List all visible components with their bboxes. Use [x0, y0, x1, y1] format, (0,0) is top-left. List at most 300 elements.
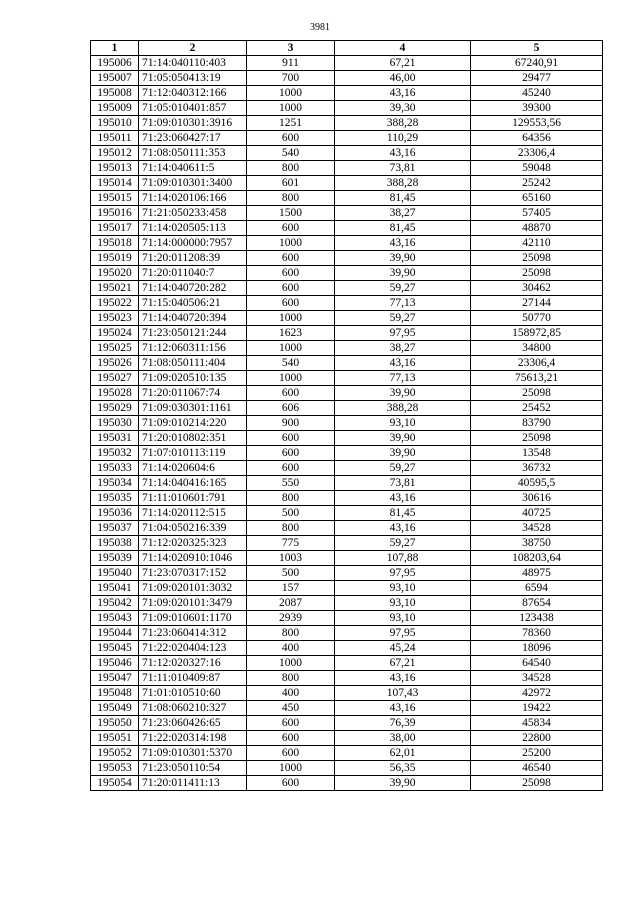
table-cell-col-4: 93,10 [335, 611, 471, 626]
table-cell-col-4: 73,81 [335, 161, 471, 176]
table-cell-col-5: 38750 [471, 536, 603, 551]
table-cell-col-5: 29477 [471, 71, 603, 86]
table-cell-col-5: 65160 [471, 191, 603, 206]
table-cell-col-4: 39,90 [335, 776, 471, 791]
table-cell-col-2: 71:14:040720:282 [139, 281, 247, 296]
table-cell-col-1: 195040 [91, 566, 139, 581]
table-cell-col-1: 195051 [91, 731, 139, 746]
table-cell-col-4: 97,95 [335, 626, 471, 641]
table-cell-col-5: 22800 [471, 731, 603, 746]
table-cell-col-4: 43,16 [335, 356, 471, 371]
table-cell-col-1: 195052 [91, 746, 139, 761]
table-cell-col-4: 388,28 [335, 401, 471, 416]
table-row [91, 686, 603, 701]
table-cell-col-4: 39,90 [335, 431, 471, 446]
table-cell-col-4: 81,45 [335, 221, 471, 236]
table-cell-col-5: 64356 [471, 131, 603, 146]
table-cell-col-1: 195016 [91, 206, 139, 221]
table-cell-col-3: 1000 [247, 86, 335, 101]
table-row [91, 551, 603, 566]
table-cell-col-3: 600 [247, 776, 335, 791]
table-cell-col-3: 1500 [247, 206, 335, 221]
table-cell-col-1: 195043 [91, 611, 139, 626]
table-row [91, 461, 603, 476]
table-cell-col-5: 108203,64 [471, 551, 603, 566]
table-cell-col-1: 195031 [91, 431, 139, 446]
table-cell-col-1: 195032 [91, 446, 139, 461]
table-cell-col-4: 73,81 [335, 476, 471, 491]
table-cell-col-3: 600 [247, 281, 335, 296]
table-cell-col-3: 540 [247, 146, 335, 161]
page-number: 3981 [310, 22, 330, 33]
table-cell-col-4: 43,16 [335, 491, 471, 506]
table-cell-col-3: 800 [247, 521, 335, 536]
table-cell-col-3: 775 [247, 536, 335, 551]
table-cell-col-5: 25242 [471, 176, 603, 191]
table-row [91, 491, 603, 506]
column-header-4: 4 [335, 41, 471, 56]
table-cell-col-2: 71:14:040416:165 [139, 476, 247, 491]
table-cell-col-5: 48870 [471, 221, 603, 236]
table-cell-col-1: 195013 [91, 161, 139, 176]
table-cell-col-3: 500 [247, 566, 335, 581]
table-cell-col-2: 71:23:070317:152 [139, 566, 247, 581]
table-cell-col-4: 97,95 [335, 326, 471, 341]
table-cell-col-4: 45,24 [335, 641, 471, 656]
table-row [91, 266, 603, 281]
table-cell-col-2: 71:14:040110:403 [139, 56, 247, 71]
table-cell-col-3: 400 [247, 686, 335, 701]
table-cell-col-3: 600 [247, 461, 335, 476]
table-cell-col-3: 600 [247, 716, 335, 731]
table-row [91, 356, 603, 371]
table-cell-col-2: 71:20:011411:13 [139, 776, 247, 791]
table-cell-col-1: 195048 [91, 686, 139, 701]
table-cell-col-4: 388,28 [335, 116, 471, 131]
table-row [91, 236, 603, 251]
table-cell-col-4: 62,01 [335, 746, 471, 761]
table-row [91, 671, 603, 686]
table-cell-col-4: 38,27 [335, 206, 471, 221]
table-cell-col-2: 71:14:020910:1046 [139, 551, 247, 566]
table-row [91, 101, 603, 116]
table-cell-col-3: 2939 [247, 611, 335, 626]
table-cell-col-2: 71:14:020505:113 [139, 221, 247, 236]
table-cell-col-3: 600 [247, 446, 335, 461]
table-cell-col-1: 195010 [91, 116, 139, 131]
table-cell-col-4: 76,39 [335, 716, 471, 731]
table-cell-col-2: 71:20:011040:7 [139, 266, 247, 281]
column-header-3: 3 [247, 41, 335, 56]
table-row [91, 581, 603, 596]
table-cell-col-1: 195025 [91, 341, 139, 356]
table-body [91, 56, 603, 791]
table-cell-col-3: 600 [247, 131, 335, 146]
table-cell-col-1: 195037 [91, 521, 139, 536]
table-cell-col-5: 87654 [471, 596, 603, 611]
table-cell-col-3: 1000 [247, 101, 335, 116]
table-cell-col-3: 800 [247, 671, 335, 686]
table-cell-col-5: 48975 [471, 566, 603, 581]
table-row [91, 656, 603, 671]
table-cell-col-1: 195033 [91, 461, 139, 476]
table-cell-col-1: 195026 [91, 356, 139, 371]
table-cell-col-2: 71:07:010113:119 [139, 446, 247, 461]
table-cell-col-3: 1000 [247, 341, 335, 356]
table-row [91, 416, 603, 431]
table-cell-col-2: 71:22:020314:198 [139, 731, 247, 746]
table-cell-col-4: 81,45 [335, 191, 471, 206]
table-cell-col-5: 45834 [471, 716, 603, 731]
data-table [90, 40, 603, 791]
table-row [91, 161, 603, 176]
table-cell-col-3: 900 [247, 416, 335, 431]
table-cell-col-5: 34528 [471, 671, 603, 686]
table-cell-col-3: 540 [247, 356, 335, 371]
table-row [91, 206, 603, 221]
table-cell-col-4: 388,28 [335, 176, 471, 191]
table-cell-col-5: 25098 [471, 386, 603, 401]
table-cell-col-5: 40725 [471, 506, 603, 521]
table-cell-col-2: 71:12:040312:166 [139, 86, 247, 101]
table-cell-col-2: 71:23:050121:244 [139, 326, 247, 341]
table-cell-col-5: 25098 [471, 431, 603, 446]
table-cell-col-1: 195050 [91, 716, 139, 731]
table-row [91, 746, 603, 761]
table-cell-col-1: 195054 [91, 776, 139, 791]
table-cell-col-4: 67,21 [335, 656, 471, 671]
table-cell-col-5: 59048 [471, 161, 603, 176]
table-cell-col-4: 77,13 [335, 371, 471, 386]
table-cell-col-4: 107,43 [335, 686, 471, 701]
table-cell-col-5: 30462 [471, 281, 603, 296]
table-cell-col-2: 71:14:020112:515 [139, 506, 247, 521]
table-row [91, 56, 603, 71]
table-cell-col-4: 107,88 [335, 551, 471, 566]
table-cell-col-3: 600 [247, 431, 335, 446]
table-row [91, 476, 603, 491]
table-cell-col-3: 500 [247, 506, 335, 521]
table-cell-col-4: 39,90 [335, 386, 471, 401]
table-cell-col-3: 800 [247, 161, 335, 176]
table-cell-col-4: 38,27 [335, 341, 471, 356]
table-row [91, 386, 603, 401]
table-cell-col-1: 195006 [91, 56, 139, 71]
table-cell-col-2: 71:20:011067:74 [139, 386, 247, 401]
table-row [91, 71, 603, 86]
table-cell-col-3: 800 [247, 191, 335, 206]
table-cell-col-2: 71:23:060427:17 [139, 131, 247, 146]
table-row [91, 701, 603, 716]
table-cell-col-5: 34528 [471, 521, 603, 536]
table-row [91, 191, 603, 206]
table-cell-col-5: 46540 [471, 761, 603, 776]
table-cell-col-4: 39,90 [335, 446, 471, 461]
table-cell-col-3: 2087 [247, 596, 335, 611]
table-cell-col-2: 71:11:010409:87 [139, 671, 247, 686]
table-row [91, 731, 603, 746]
table-row [91, 431, 603, 446]
table-cell-col-5: 25452 [471, 401, 603, 416]
table-cell-col-5: 23306,4 [471, 146, 603, 161]
table-cell-col-5: 34800 [471, 341, 603, 356]
table-cell-col-2: 71:23:060414:312 [139, 626, 247, 641]
table-cell-col-2: 71:09:010301:3916 [139, 116, 247, 131]
table-cell-col-4: 77,13 [335, 296, 471, 311]
table-row [91, 176, 603, 191]
table-cell-col-5: 78360 [471, 626, 603, 641]
table-row [91, 401, 603, 416]
table-cell-col-3: 550 [247, 476, 335, 491]
table-cell-col-3: 1000 [247, 761, 335, 776]
table-cell-col-4: 93,10 [335, 596, 471, 611]
table-cell-col-2: 71:20:010802:351 [139, 431, 247, 446]
table-cell-col-3: 600 [247, 386, 335, 401]
table-cell-col-2: 71:09:020510:135 [139, 371, 247, 386]
table-cell-col-2: 71:14:020106:166 [139, 191, 247, 206]
table-cell-col-2: 71:14:000000:7957 [139, 236, 247, 251]
table-cell-col-5: 42110 [471, 236, 603, 251]
table-cell-col-1: 195019 [91, 251, 139, 266]
table-cell-col-5: 75613,21 [471, 371, 603, 386]
table-cell-col-4: 93,10 [335, 416, 471, 431]
table-cell-col-4: 39,30 [335, 101, 471, 116]
table-cell-col-2: 71:22:020404:123 [139, 641, 247, 656]
table-cell-col-2: 71:09:010301:3400 [139, 176, 247, 191]
table-cell-col-1: 195039 [91, 551, 139, 566]
table-cell-col-4: 56,35 [335, 761, 471, 776]
table-cell-col-2: 71:14:040611:5 [139, 161, 247, 176]
table-cell-col-2: 71:21:050233:458 [139, 206, 247, 221]
table-cell-col-5: 45240 [471, 86, 603, 101]
table-cell-col-2: 71:12:020327:16 [139, 656, 247, 671]
table-cell-col-4: 93,10 [335, 581, 471, 596]
table-cell-col-3: 157 [247, 581, 335, 596]
table-cell-col-3: 1000 [247, 236, 335, 251]
table-cell-col-1: 195017 [91, 221, 139, 236]
table-row [91, 626, 603, 641]
table-cell-col-4: 59,27 [335, 281, 471, 296]
table-cell-col-1: 195022 [91, 296, 139, 311]
table-cell-col-1: 195030 [91, 416, 139, 431]
table-cell-col-5: 158972,85 [471, 326, 603, 341]
table-cell-col-5: 25098 [471, 776, 603, 791]
table-cell-col-2: 71:08:060210:327 [139, 701, 247, 716]
table-cell-col-5: 83790 [471, 416, 603, 431]
table-cell-col-3: 600 [247, 266, 335, 281]
table-cell-col-3: 601 [247, 176, 335, 191]
table-cell-col-1: 195027 [91, 371, 139, 386]
table-cell-col-2: 71:08:050111:353 [139, 146, 247, 161]
table-cell-col-3: 1000 [247, 656, 335, 671]
table-row [91, 596, 603, 611]
table-row [91, 251, 603, 266]
table-cell-col-4: 39,90 [335, 266, 471, 281]
table-row [91, 296, 603, 311]
table-cell-col-2: 71:09:010301:5370 [139, 746, 247, 761]
table-cell-col-5: 6594 [471, 581, 603, 596]
table-cell-col-3: 1623 [247, 326, 335, 341]
table-cell-col-5: 57405 [471, 206, 603, 221]
table-cell-col-3: 600 [247, 746, 335, 761]
table-cell-col-1: 195008 [91, 86, 139, 101]
table-cell-col-2: 71:05:050413:19 [139, 71, 247, 86]
table-row [91, 221, 603, 236]
table-cell-col-1: 195009 [91, 101, 139, 116]
table-row [91, 446, 603, 461]
table-cell-col-2: 71:09:010214:220 [139, 416, 247, 431]
table-cell-col-3: 600 [247, 296, 335, 311]
table-cell-col-4: 43,16 [335, 236, 471, 251]
table-cell-col-4: 43,16 [335, 701, 471, 716]
table-cell-col-2: 71:11:010601:791 [139, 491, 247, 506]
table-cell-col-4: 59,27 [335, 461, 471, 476]
table-cell-col-5: 27144 [471, 296, 603, 311]
table-cell-col-2: 71:14:020604:6 [139, 461, 247, 476]
table-cell-col-2: 71:12:060311:156 [139, 341, 247, 356]
table-cell-col-1: 195029 [91, 401, 139, 416]
table-cell-col-5: 25098 [471, 266, 603, 281]
table-cell-col-4: 39,90 [335, 251, 471, 266]
table-cell-col-2: 71:05:010401:857 [139, 101, 247, 116]
table-cell-col-1: 195042 [91, 596, 139, 611]
column-header-5: 5 [471, 41, 603, 56]
table-cell-col-5: 40595,5 [471, 476, 603, 491]
table-cell-col-1: 195015 [91, 191, 139, 206]
table-cell-col-5: 50770 [471, 311, 603, 326]
table-row [91, 566, 603, 581]
table-cell-col-2: 71:15:040506:21 [139, 296, 247, 311]
table-row [91, 536, 603, 551]
table-cell-col-1: 195007 [91, 71, 139, 86]
table-cell-col-1: 195024 [91, 326, 139, 341]
table-cell-col-2: 71:04:050216:339 [139, 521, 247, 536]
table-cell-col-4: 43,16 [335, 146, 471, 161]
table-cell-col-3: 1000 [247, 371, 335, 386]
table-cell-col-1: 195044 [91, 626, 139, 641]
table-cell-col-4: 67,21 [335, 56, 471, 71]
table-cell-col-3: 911 [247, 56, 335, 71]
table-cell-col-5: 19422 [471, 701, 603, 716]
table-cell-col-4: 43,16 [335, 521, 471, 536]
table-cell-col-5: 25200 [471, 746, 603, 761]
table-cell-col-4: 43,16 [335, 86, 471, 101]
table-cell-col-2: 71:08:050111:404 [139, 356, 247, 371]
table-cell-col-1: 195053 [91, 761, 139, 776]
table-cell-col-2: 71:09:010601:1170 [139, 611, 247, 626]
table-row [91, 776, 603, 791]
table-row [91, 611, 603, 626]
table-cell-col-3: 400 [247, 641, 335, 656]
table-cell-col-2: 71:14:040720:394 [139, 311, 247, 326]
table-cell-col-2: 71:20:011208:39 [139, 251, 247, 266]
table-cell-col-4: 110,29 [335, 131, 471, 146]
table-row [91, 146, 603, 161]
table-row [91, 761, 603, 776]
table-cell-col-1: 195034 [91, 476, 139, 491]
table-row [91, 281, 603, 296]
table-row [91, 521, 603, 536]
table-cell-col-1: 195046 [91, 656, 139, 671]
table-cell-col-5: 36732 [471, 461, 603, 476]
table-cell-col-1: 195028 [91, 386, 139, 401]
table-cell-col-1: 195036 [91, 506, 139, 521]
column-header-1: 1 [91, 41, 139, 56]
table-cell-col-1: 195011 [91, 131, 139, 146]
table-cell-col-5: 13548 [471, 446, 603, 461]
table-cell-col-3: 700 [247, 71, 335, 86]
table-cell-col-1: 195012 [91, 146, 139, 161]
table-cell-col-4: 97,95 [335, 566, 471, 581]
table-cell-col-5: 23306,4 [471, 356, 603, 371]
table-row [91, 86, 603, 101]
table-cell-col-3: 800 [247, 491, 335, 506]
table-cell-col-4: 43,16 [335, 671, 471, 686]
column-header-2: 2 [139, 41, 247, 56]
table-row [91, 326, 603, 341]
table-cell-col-5: 123438 [471, 611, 603, 626]
table-cell-col-3: 1003 [247, 551, 335, 566]
table-cell-col-5: 39300 [471, 101, 603, 116]
table-cell-col-2: 71:01:010510:60 [139, 686, 247, 701]
table-row [91, 131, 603, 146]
table-cell-col-1: 195041 [91, 581, 139, 596]
table-cell-col-3: 1000 [247, 311, 335, 326]
table-row [91, 371, 603, 386]
table-cell-col-2: 71:23:060426:65 [139, 716, 247, 731]
table-cell-col-5: 67240,91 [471, 56, 603, 71]
table-cell-col-3: 600 [247, 251, 335, 266]
table-cell-col-1: 195038 [91, 536, 139, 551]
table-row [91, 311, 603, 326]
table-row [91, 116, 603, 131]
table-cell-col-1: 195018 [91, 236, 139, 251]
table-cell-col-5: 42972 [471, 686, 603, 701]
table-cell-col-5: 64540 [471, 656, 603, 671]
table-cell-col-1: 195035 [91, 491, 139, 506]
table-cell-col-3: 450 [247, 701, 335, 716]
table-row [91, 506, 603, 521]
table-row [91, 716, 603, 731]
table-cell-col-3: 600 [247, 221, 335, 236]
table-cell-col-3: 606 [247, 401, 335, 416]
table-cell-col-5: 18096 [471, 641, 603, 656]
table-cell-col-3: 600 [247, 731, 335, 746]
table-cell-col-4: 59,27 [335, 311, 471, 326]
table-cell-col-1: 195021 [91, 281, 139, 296]
table-cell-col-2: 71:23:050110:54 [139, 761, 247, 776]
table-row [91, 341, 603, 356]
table-cell-col-2: 71:09:020101:3032 [139, 581, 247, 596]
table-cell-col-2: 71:09:020101:3479 [139, 596, 247, 611]
table-cell-col-5: 129553,56 [471, 116, 603, 131]
table-cell-col-3: 800 [247, 626, 335, 641]
table-cell-col-2: 71:12:020325:323 [139, 536, 247, 551]
table-row [91, 641, 603, 656]
table-cell-col-4: 59,27 [335, 536, 471, 551]
table-cell-col-1: 195023 [91, 311, 139, 326]
table-cell-col-4: 38,00 [335, 731, 471, 746]
table-cell-col-1: 195014 [91, 176, 139, 191]
table-cell-col-1: 195047 [91, 671, 139, 686]
table-cell-col-4: 46,00 [335, 71, 471, 86]
table-cell-col-4: 81,45 [335, 506, 471, 521]
table-cell-col-1: 195049 [91, 701, 139, 716]
table-cell-col-3: 1251 [247, 116, 335, 131]
table-cell-col-1: 195045 [91, 641, 139, 656]
table-cell-col-2: 71:09:030301:1161 [139, 401, 247, 416]
header-row [91, 41, 603, 56]
